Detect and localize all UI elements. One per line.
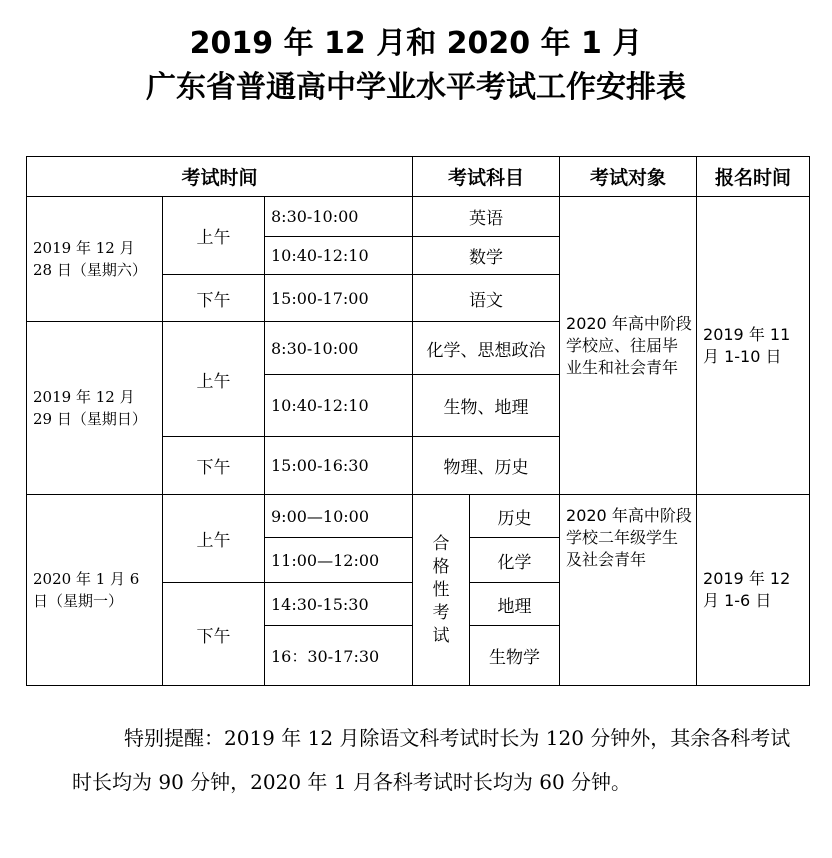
audience-cell-january: 2020 年高中阶段学校二年级学生及社会青年: [560, 495, 697, 686]
subject-cell: 化学: [470, 538, 560, 583]
audience-cell-december: 2020 年高中阶段学校应、往届毕业生和社会青年: [560, 197, 697, 495]
period-cell: 下午: [163, 437, 265, 495]
period-cell: 下午: [163, 275, 265, 322]
table-row: [27, 197, 810, 237]
time-slot-cell: 14:30-15:30: [265, 583, 413, 626]
time-slot-cell: 10:40-12:10: [265, 375, 413, 437]
schedule-table: [26, 156, 810, 686]
exam-date-cell: 2020 年 1 月 6 日（星期一）: [27, 495, 163, 686]
subject-cell: 物理、历史: [413, 437, 560, 495]
time-slot-cell: 9:00—10:00: [265, 495, 413, 538]
subject-cell: 化学、思想政治: [413, 322, 560, 375]
time-slot-cell: 15:00-17:00: [265, 275, 413, 322]
page-title: 2019 年 12 月和 2020 年 1 月: [189, 26, 643, 61]
time-slot-cell: 10:40-12:10: [265, 237, 413, 275]
subject-cell: 生物学: [470, 626, 560, 686]
header-exam-time: 考试时间: [27, 157, 413, 197]
header-exam-subject: 考试科目: [413, 157, 560, 197]
period-cell: 上午: [163, 197, 265, 275]
time-slot-cell: 8:30-10:00: [265, 322, 413, 375]
special-notice: 特别提醒：2019 年 12 月除语文科考试时长为 120 分钟外，其余各科考试时长均为 90 分钟，2020 年 1 月各科考试时长均为 60 分钟。: [72, 726, 791, 794]
page-subtitle: 广东省普通高中学业水平考试工作安排表: [146, 70, 686, 105]
period-cell: 上午: [163, 322, 265, 437]
exam-category-char: 性: [432, 579, 450, 600]
signup-cell-december: 2019 年 11 月 1-10 日: [697, 197, 810, 495]
time-slot-cell: 15:00-16:30: [265, 437, 413, 495]
subject-cell: 生物、地理: [413, 375, 560, 437]
exam-category-char: 考: [432, 602, 450, 623]
table-row: [27, 495, 810, 538]
subject-cell: 地理: [470, 583, 560, 626]
subject-cell: 英语: [413, 197, 560, 237]
period-cell: 下午: [163, 583, 265, 686]
subject-cell: 语文: [413, 275, 560, 322]
exam-category-char: 试: [432, 625, 450, 646]
exam-category-char: 合: [432, 533, 450, 554]
exam-date-cell: 2019 年 12 月 28 日（星期六）: [27, 197, 163, 322]
exam-date-cell: 2019 年 12 月 29 日（星期日）: [27, 322, 163, 495]
subject-cell: 历史: [470, 495, 560, 538]
header-signup-time: 报名时间: [697, 157, 810, 197]
period-cell: 上午: [163, 495, 265, 583]
signup-cell-january: 2019 年 12 月 1-6 日: [697, 495, 810, 686]
exam-category-cell: [413, 495, 470, 686]
time-slot-cell: 11:00—12:00: [265, 538, 413, 583]
time-slot-cell: 8:30-10:00: [265, 197, 413, 237]
time-slot-cell: 16：30-17:30: [265, 626, 413, 686]
exam-category-char: 格: [432, 556, 450, 577]
header-row: [27, 157, 810, 197]
header-exam-audience: 考试对象: [560, 157, 697, 197]
subject-cell: 数学: [413, 237, 560, 275]
